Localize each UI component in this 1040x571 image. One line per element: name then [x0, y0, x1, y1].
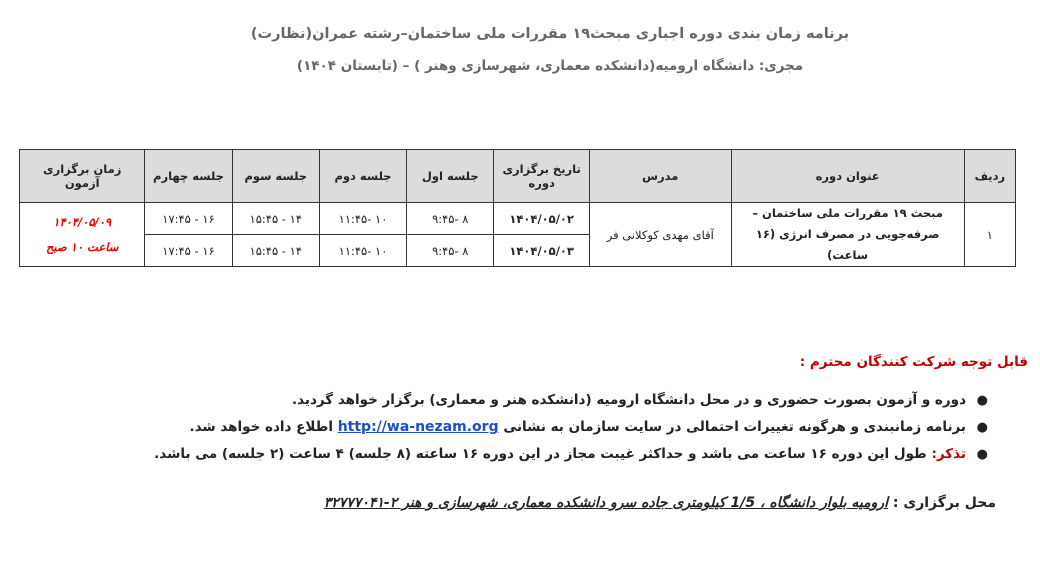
list-item [58, 414, 988, 441]
exam-hour: ساعت ۱۰ صبح [46, 239, 119, 254]
header-course-title: عنوان دوره [731, 150, 964, 203]
bullet-icon: ● [976, 393, 988, 408]
bullet-icon: ● [976, 420, 988, 435]
table-header-row [20, 150, 1016, 203]
table-row [20, 203, 1016, 235]
venue-address: ارومیه بلوار دانشگاه ، 1/5 کیلومتری جاده سرو دانشکده معماری، شهرسازی و هنر ۲-۳۲۷۷۷۰۴۱ [323, 495, 889, 511]
session-4-time: ۱۶ - ۱۷:۴۵ [145, 235, 232, 267]
teacher-cell: آقای مهدی کوکلانی فر [589, 203, 731, 267]
notice-item-text: برنامه زمانبندی و هرگونه تغییرات احتمالی در سایت سازمان به نشانی [503, 419, 966, 435]
venue-label: محل برگزاری : [892, 495, 996, 511]
header-session-2: جلسه دوم [319, 150, 406, 203]
notice-item-text: طول این دوره ۱۶ ساعت می باشد و حداکثر غیبت مجاز در این دوره ۱۶ ساعته (۸ جلسه) ۴ ساعت (۲ جلسه) می باشد. [154, 446, 927, 462]
header-teacher: مدرس [589, 150, 731, 203]
session-date-cell: ۱۴۰۴/۰۵/۰۲ [494, 203, 589, 235]
session-1-time: ۸ -۹:۴۵ [407, 203, 494, 235]
notice-list [58, 387, 988, 468]
notice-item-text: اطلاع داده خواهد شد. [189, 419, 333, 435]
list-item [58, 441, 988, 468]
page-title: برنامه زمان بندی دوره اجباری مبحث۱۹ مقررات ملی ساختمان–رشته عمران(نظارت) [250, 26, 850, 42]
header-session-3: جلسه سوم [232, 150, 319, 203]
exam-date: ۱۴۰۴/۰۵/۰۹ [53, 214, 112, 229]
row-number-cell: ۱ [964, 203, 1015, 267]
notice-item-text: دوره و آزمون بصورت حضوری و در محل دانشگاه ارومیه (دانشکده هنر و معماری) برگزار خواهد گردید. [291, 392, 966, 408]
bullet-icon: ● [976, 447, 988, 462]
list-item [58, 387, 988, 414]
session-3-time: ۱۴ - ۱۵:۴۵ [232, 235, 319, 267]
header-row-number: ردیف [964, 150, 1015, 203]
session-1-time: ۸ -۹:۴۵ [407, 235, 494, 267]
header-date: تاریخ برگزاری دوره [494, 150, 589, 203]
exam-time-cell [20, 203, 145, 267]
venue-line [324, 495, 996, 511]
course-title-cell: مبحث ۱۹ مقررات ملی ساختمان – صرفه‌جویی در مصرف انرژی (۱۶ ساعت) [731, 203, 964, 267]
header-session-1: جلسه اول [407, 150, 494, 203]
header-exam-time: زمان برگزاری آزمون [20, 150, 145, 203]
website-link[interactable]: http://wa-nezam.org [337, 419, 499, 435]
page-subtitle: مجری: دانشگاه ارومیه(دانشکده معماری، شهرسازی وهنر ) – (تابستان ۱۴۰۴) [296, 58, 804, 74]
session-2-time: ۱۰ -۱۱:۴۵ [319, 203, 406, 235]
session-4-time: ۱۶ - ۱۷:۴۵ [145, 203, 232, 235]
session-date-cell: ۱۴۰۴/۰۵/۰۳ [494, 235, 589, 267]
reminder-label: تذکر: [931, 446, 966, 462]
header-session-4: جلسه چهارم [145, 150, 232, 203]
session-3-time: ۱۴ - ۱۵:۴۵ [232, 203, 319, 235]
schedule-table [19, 149, 1016, 267]
session-2-time: ۱۰ -۱۱:۴۵ [319, 235, 406, 267]
notice-heading: قابل توجه شرکت کنندگان محترم : [799, 354, 1028, 370]
